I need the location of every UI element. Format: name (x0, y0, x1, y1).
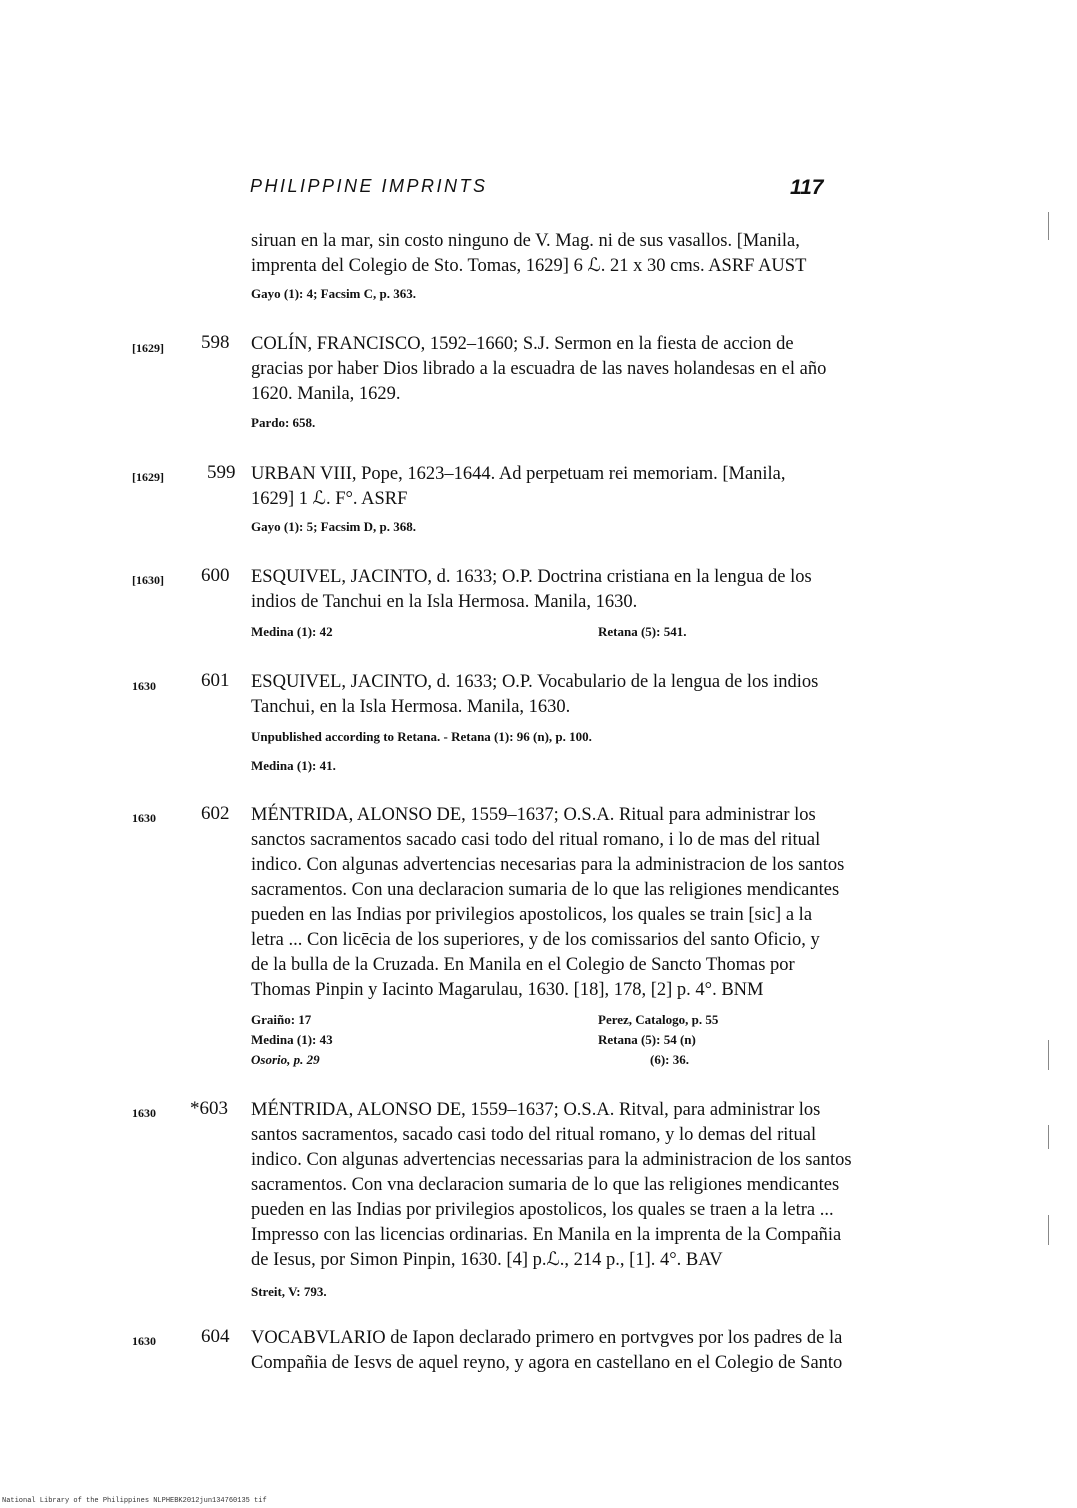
scan-edge-mark (1048, 1125, 1049, 1149)
text-line: santos sacramentos, sacado casi todo del ritual romano, y lo demas del ritual (251, 1125, 817, 1145)
entry-date: 1630 (132, 679, 156, 693)
text-line: Thomas Pinpin y Iacinto Magarulau, 1630. [18], 178, [2] p. 4°. BNM (251, 980, 764, 1000)
entry-number: 604 (201, 1326, 230, 1347)
entry-date: [1629] (132, 470, 164, 484)
text-line: Tanchui, en la Isla Hermosa. Manila, 1630. (251, 697, 571, 717)
text-line: sanctos sacramentos sacado casi todo del ritual romano, i lo de mas del ritual (251, 830, 821, 850)
scan-footer: National Library of the Philippines NLPHEBK2012jun134760135 tif (2, 1497, 267, 1505)
text-line: COLÍN, FRANCISCO, 1592–1660; S.J. Sermon en la fiesta de accion de (251, 334, 794, 354)
text-line: MÉNTRIDA, ALONSO DE, 1559–1637; O.S.A. Ritual para administrar los (251, 805, 816, 825)
entry-ref: Perez, Catalogo, p. 55 (598, 1012, 719, 1027)
entry-ref: Unpublished according to Retana. - Retana (1): 96 (n), p. 100. (251, 729, 592, 744)
text-line: pueden en las Indias por privilegios apostolicos, los quales se traen a la letra ... (251, 1200, 834, 1220)
entry-text (251, 332, 921, 407)
entry-date: 1630 (132, 1334, 156, 1348)
text-line: indico. Con algunas advertencias necessarias para la administracion de los santos (251, 1150, 852, 1170)
entry-refs-left (251, 1010, 333, 1070)
text-line: Compañia de Iesvs de aquel reyno, y agora en castellano en el Colegio de Santo (251, 1353, 843, 1373)
text-line: 1629] 1 ℒ. F°. ASRF (251, 489, 408, 509)
text-line: sacramentos. Con vna declaracion sumaria de lo que las religiones mendicantes (251, 1175, 840, 1195)
entry-ref: Medina (1): 42 (251, 624, 333, 639)
scan-edge-mark (1048, 1040, 1049, 1070)
entry-ref: (6): 36. (650, 1052, 689, 1067)
entry-number: 598 (201, 332, 230, 353)
entry-text (251, 803, 921, 1003)
text-line: sacramentos. Con una declaracion sumaria de lo que las religiones mendicantes (251, 880, 840, 900)
entry-text (251, 1326, 921, 1376)
scan-edge-mark (1048, 1215, 1049, 1245)
text-line: gracias por haber Dios librado a la escuadra de las naves holandesas en el año (251, 359, 827, 379)
entry-text (251, 1098, 921, 1273)
entry-number: 600 (201, 565, 230, 586)
text-line: letra ... Con licēcia de los superiores, y de los comissarios del santo Oficio, y (251, 930, 820, 950)
entry-date: [1629] (132, 341, 164, 355)
text-line: indios de Tanchui en la Isla Hermosa. Manila, 1630. (251, 592, 638, 612)
entry-text (251, 565, 921, 615)
entry-ref: Gayo (1): 5; Facsim D, p. 368. (251, 519, 417, 534)
text-line: siruan en la mar, sin costo ninguno de V. Mag. ni de sus vasallos. [Manila, (251, 231, 800, 251)
text-line: imprenta del Colegio de Sto. Tomas, 1629] 6 ℒ. 21 x 30 cms. ASRF AUST (251, 256, 807, 276)
entry-ref: Retana (5): 541. (598, 624, 687, 639)
entry-date: [1630] (132, 573, 164, 587)
continuation-text (251, 229, 921, 279)
entry-ref: Streit, V: 793. (251, 1284, 327, 1299)
entry-ref: Graiño: 17 (251, 1012, 312, 1027)
text-line: ESQUIVEL, JACINTO, d. 1633; O.P. Vocabulario de la lengua de los indios (251, 672, 819, 692)
entry-refs-right (598, 1010, 718, 1070)
entry-ref: Osorio, p. 29 (251, 1052, 320, 1067)
entry-number: 599 (207, 462, 236, 483)
entry-date: 1630 (132, 811, 156, 825)
text-line: MÉNTRIDA, ALONSO DE, 1559–1637; O.S.A. Ritval, para administrar los (251, 1100, 821, 1120)
continuation-refs: Gayo (1): 4; Facsim C, p. 363. (251, 286, 417, 301)
text-line: de la bulla de la Cruzada. En Manila en el Colegio de Sancto Thomas por (251, 955, 795, 975)
text-line: URBAN VIII, Pope, 1623–1644. Ad perpetuam rei memoriam. [Manila, (251, 464, 786, 484)
text-line: 1620. Manila, 1629. (251, 384, 401, 404)
entry-text (251, 670, 921, 720)
text-line: Impresso con las licencias ordinarias. En Manila en la imprenta de la Compañia (251, 1225, 842, 1245)
text-line: pueden en las Indias por privilegios apostolicos, los quales se train [sic] a la (251, 905, 813, 925)
entry-number: 601 (201, 670, 230, 691)
entry-ref: Medina (1): 41. (251, 758, 336, 773)
text-line: de Iesus, por Simon Pinpin, 1630. [4] p.ℒ., 214 p., [1]. 4°. BAV (251, 1250, 723, 1270)
entry-text (251, 462, 921, 512)
text-line: VOCABVLARIO de Iapon declarado primero en portvgves por los padres de la (251, 1328, 843, 1348)
text-line: indico. Con algunas advertencias necesarias para la administracion de los santos (251, 855, 845, 875)
entry-ref: Retana (5): 54 (n) (598, 1032, 696, 1047)
scan-edge-mark (1048, 212, 1049, 240)
entry-number: 602 (201, 803, 230, 824)
entry-date: 1630 (132, 1106, 156, 1120)
entry-ref: Medina (1): 43 (251, 1032, 333, 1047)
page-number: 117 (790, 176, 824, 199)
text-line: ESQUIVEL, JACINTO, d. 1633; O.P. Doctrina cristiana en la lengua de los (251, 567, 812, 587)
entry-ref: Pardo: 658. (251, 415, 316, 430)
entry-number: *603 (190, 1098, 228, 1119)
running-head: PHILIPPINE IMPRINTS (250, 176, 488, 196)
